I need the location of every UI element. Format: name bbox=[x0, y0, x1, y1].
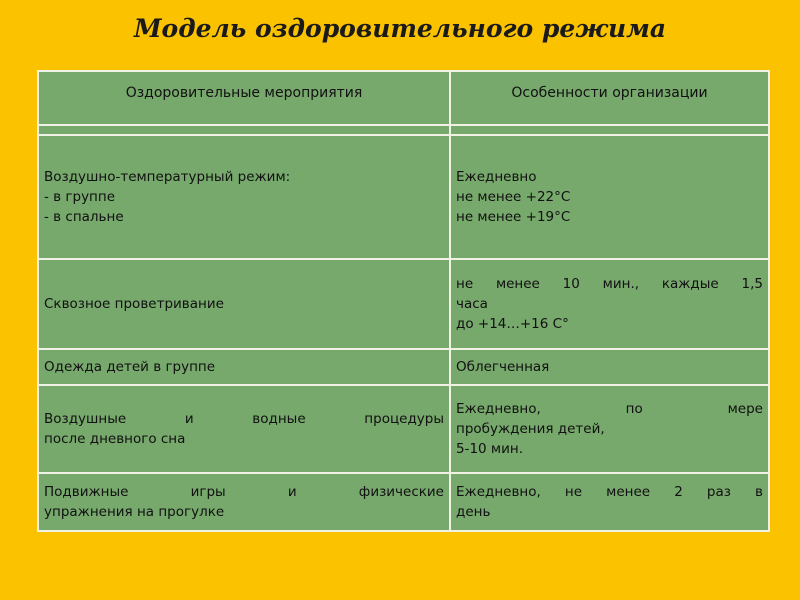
cell-line: 5-10 мин. bbox=[456, 441, 524, 457]
health-regime-table bbox=[37, 70, 770, 532]
details-cell bbox=[450, 385, 769, 473]
cell-line: Подвижные игры и физические bbox=[44, 484, 444, 500]
page-title: Модель оздоровительного режима bbox=[133, 14, 667, 43]
activity-cell bbox=[38, 135, 450, 259]
cell-line: - в группе bbox=[44, 189, 116, 205]
activity-cell bbox=[38, 385, 450, 473]
table-row bbox=[38, 385, 769, 473]
cell-line: не менее +19°С bbox=[456, 209, 571, 225]
cell-line: после дневного сна bbox=[44, 431, 186, 447]
cell-line: Воздушно-температурный режим: bbox=[44, 169, 291, 185]
cell-line: Облегченная bbox=[456, 359, 550, 375]
table-header-row bbox=[38, 71, 769, 125]
header-activities: Оздоровительные мероприятия bbox=[38, 71, 450, 125]
table-separator bbox=[38, 125, 769, 135]
details-cell bbox=[450, 349, 769, 385]
cell-line: пробуждения детей, bbox=[456, 421, 605, 437]
details-cell bbox=[450, 259, 769, 349]
separator-cell bbox=[38, 125, 450, 135]
cell-line: часа bbox=[456, 296, 488, 312]
cell-line: не менее +22°С bbox=[456, 189, 571, 205]
header-organization: Особенности организации bbox=[450, 71, 769, 125]
details-cell bbox=[450, 135, 769, 259]
activity-cell bbox=[38, 473, 450, 531]
table-row bbox=[38, 135, 769, 259]
cell-line: Воздушные и водные процедуры bbox=[44, 411, 444, 427]
cell-line: Сквозное проветривание bbox=[44, 296, 224, 312]
cell-line: Одежда детей в группе bbox=[44, 359, 216, 375]
details-cell bbox=[450, 473, 769, 531]
cell-line: - в спальне bbox=[44, 209, 124, 225]
table-row bbox=[38, 259, 769, 349]
activity-cell bbox=[38, 349, 450, 385]
cell-line: Ежедневно, не менее 2 раз в bbox=[456, 484, 763, 500]
cell-line: до +14…+16 С° bbox=[456, 316, 569, 332]
cell-line: Ежедневно, по мере bbox=[456, 401, 763, 417]
cell-line: упражнения на прогулке bbox=[44, 504, 225, 520]
cell-line: не менее 10 мин., каждые 1,5 bbox=[456, 276, 763, 292]
table-row bbox=[38, 349, 769, 385]
table-row bbox=[38, 473, 769, 531]
separator-cell bbox=[450, 125, 769, 135]
cell-line: день bbox=[456, 504, 491, 520]
cell-line: Ежедневно bbox=[456, 169, 537, 185]
activity-cell bbox=[38, 259, 450, 349]
